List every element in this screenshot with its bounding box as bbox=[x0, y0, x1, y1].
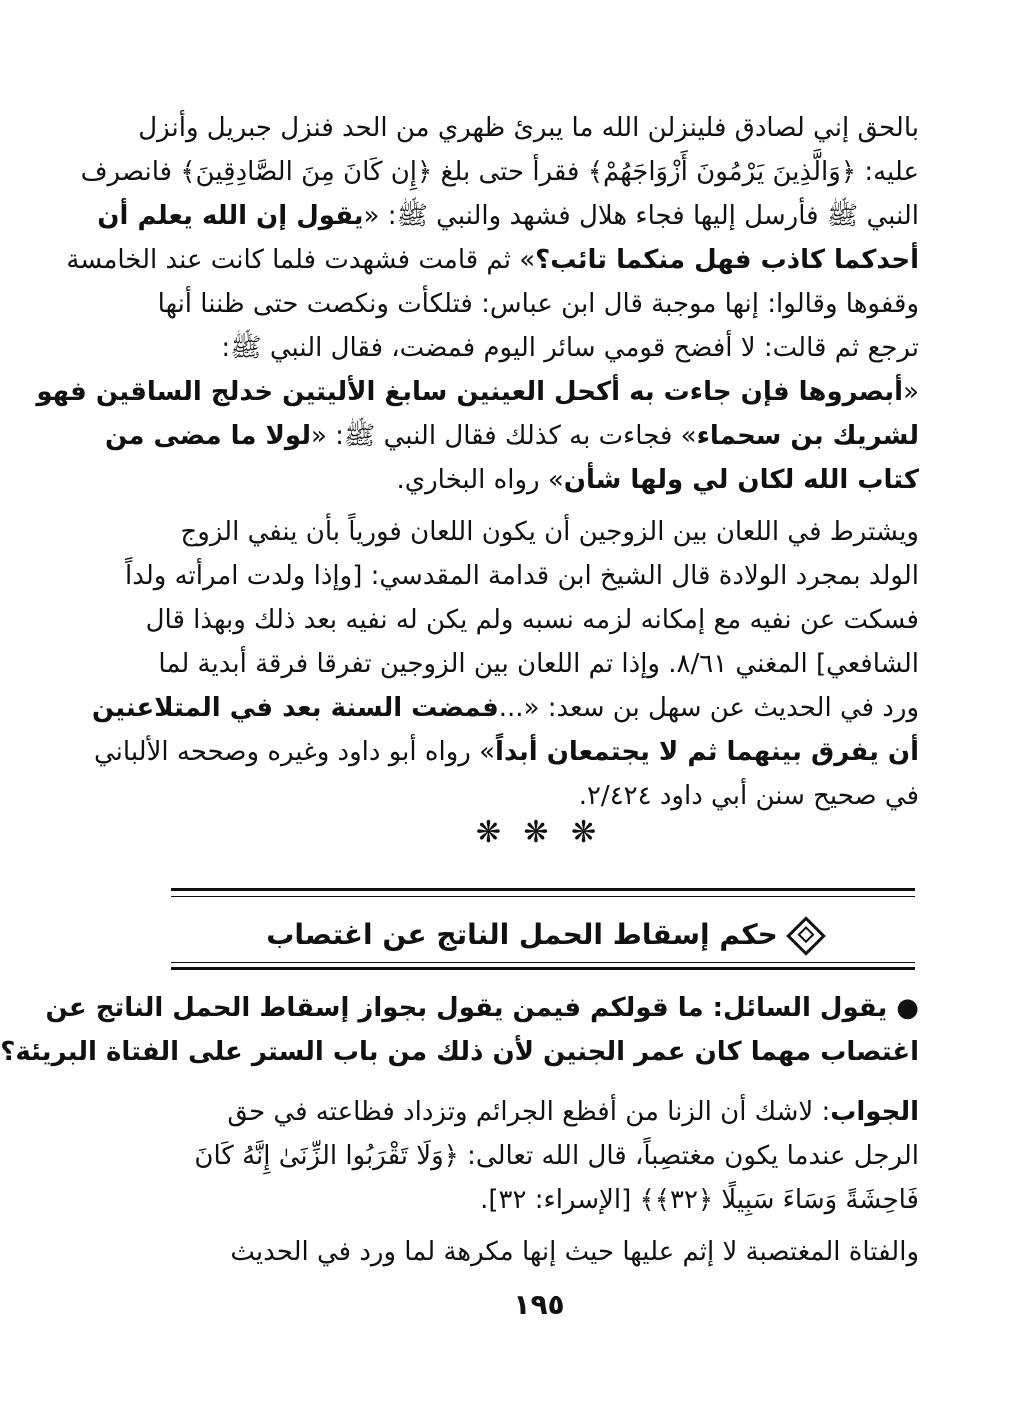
body-text: : لاشك أن الزنا من أفظع الجرائم وتزداد فظاعته في حق bbox=[227, 1097, 831, 1127]
text-line bbox=[159, 1090, 919, 1134]
emphasized-text: فمضت السنة بعد في المتلاعنين bbox=[91, 693, 499, 723]
body-text: بالحق إني لصادق فلينزلن الله ما يبرئ ظهري من الحد فنزل جبريل وأنزل bbox=[138, 113, 919, 143]
text-line bbox=[159, 774, 919, 818]
body-text: » فجاءت به كذلك فقال النبي ﷺ: « bbox=[310, 421, 697, 451]
text-line bbox=[45, 986, 919, 1030]
text-line bbox=[159, 326, 919, 370]
body-text: عليه: ﴿وَالَّذِينَ يَرْمُونَ أَزْوَاجَهُمْ﴾ فقرأ حتى بلغ ﴿إِن كَانَ مِنَ الصَّادِقِينَ﴾ فانصرف bbox=[80, 157, 919, 187]
body-text: الشافعي] المغني ٨/٦١. وإذا تم اللعان بين الزوجين تفرقا فرقة أبدية لما bbox=[158, 649, 919, 679]
heading-rule-top-thin bbox=[171, 896, 915, 897]
text-line bbox=[91, 686, 919, 730]
heading-rule-top bbox=[171, 888, 915, 891]
emphasized-text: يقول إن الله يعلم أن bbox=[97, 201, 364, 231]
emphasized-text: اغتصاب مهما كان عمر الجنين لأن ذلك من باب الستر على الفتاة البريئة؟ bbox=[0, 1037, 919, 1067]
body-text: وقفوها وقالوا: إنها موجبة قال ابن عباس: فتلكأت ونكصت حتى ظننا أنها bbox=[157, 289, 919, 319]
text-line bbox=[138, 106, 919, 150]
body-text: فَاحِشَةً وَسَاءَ سَبِيلًا ﴿٣٢﴾﴾ [الإسراء: ٣٢]. bbox=[480, 1185, 919, 1215]
section-heading bbox=[171, 910, 915, 960]
body-text: في صحيح سنن أبي داود ٢/٤٢٤. bbox=[578, 781, 919, 811]
body-text: النبي ﷺ فأرسل إليها فجاء هلال فشهد والنبي ﷺ: « bbox=[363, 201, 919, 231]
text-line bbox=[159, 510, 919, 554]
section-heading-text: حكم إسقاط الحمل الناتج عن اغتصاب bbox=[266, 918, 778, 951]
text-line bbox=[0, 1030, 919, 1074]
body-text: والفتاة المغتصبة لا إثم عليها حيث إنها مكرهة لما ورد في الحديث bbox=[230, 1237, 919, 1267]
text-line bbox=[159, 642, 919, 686]
body-text: » ثم قامت فشهدت فلما كانت عند الخامسة bbox=[66, 245, 536, 275]
heading-rule-bottom-thin bbox=[171, 962, 915, 963]
text-line bbox=[66, 238, 919, 282]
text-line bbox=[159, 1178, 919, 1222]
emphasized-text: أحدكما كاذب فهل منكما تائب؟ bbox=[535, 245, 919, 275]
body-text: ويشترط في اللعان بين الزوجين أن يكون اللعان فورياً بأن ينفي الزوج bbox=[180, 517, 919, 547]
emphasized-text: ● يقول السائل: ما قولكم فيمن يقول بجواز إسقاط الحمل الناتج عن bbox=[45, 993, 919, 1023]
emphasized-text: أبصروها فإن جاءت به أكحل العينين سابغ الأليتين خدلج الساقين فهو bbox=[36, 377, 904, 407]
body-text: فسكت عن نفيه مع إمكانه لزمه نسبه ولم يكن له نفيه بعد ذلك وبهذا قال bbox=[145, 605, 919, 635]
emphasized-text: أن يفرق بينهما ثم لا يجتمعان أبداً bbox=[495, 737, 919, 767]
text-line bbox=[159, 458, 919, 502]
body-text: الولد بمجرد الولادة قال الشيخ ابن قدامة المقدسي: [وإذا ولدت امرأته ولداً bbox=[124, 561, 919, 591]
emphasized-text: الجواب bbox=[830, 1097, 919, 1127]
text-line bbox=[145, 598, 919, 642]
text-line bbox=[124, 554, 919, 598]
text-line bbox=[159, 1230, 919, 1274]
body-text: ترجع ثم قالت: لا أفضح قومي سائر اليوم فمضت، فقال النبي ﷺ: bbox=[221, 333, 919, 363]
section-separator: ❋ ❋ ❋ bbox=[475, 815, 603, 850]
body-text: « bbox=[903, 377, 919, 407]
heading-rule-bottom bbox=[171, 967, 915, 970]
text-line bbox=[159, 282, 919, 326]
emphasized-text: لولا ما مضى من bbox=[105, 421, 311, 451]
page-number: ١٩٥ bbox=[513, 1288, 565, 1321]
body-text: ورد في الحديث عن سهل بن سعد: «... bbox=[498, 693, 919, 723]
body-text: » رواه البخاري. bbox=[396, 465, 564, 495]
text-line bbox=[97, 194, 919, 238]
text-line bbox=[36, 370, 919, 414]
text-line bbox=[159, 1134, 919, 1178]
diamond-bullet-icon bbox=[786, 916, 826, 956]
text-line bbox=[80, 150, 919, 194]
text-line bbox=[105, 414, 919, 458]
text-line bbox=[94, 730, 919, 774]
body-text: » رواه أبو داود وغيره وصححه الألباني bbox=[94, 737, 496, 767]
emphasized-text: كتاب الله لكان لي ولها شأن bbox=[563, 465, 919, 495]
emphasized-text: لشريك بن سحماء bbox=[696, 421, 919, 451]
body-text: الرجل عندما يكون مغتصِباً، قال الله تعالى: ﴿وَلَا تَقْرَبُوا الزِّنَىٰ إِنَّهُ كَانَ bbox=[194, 1141, 919, 1171]
